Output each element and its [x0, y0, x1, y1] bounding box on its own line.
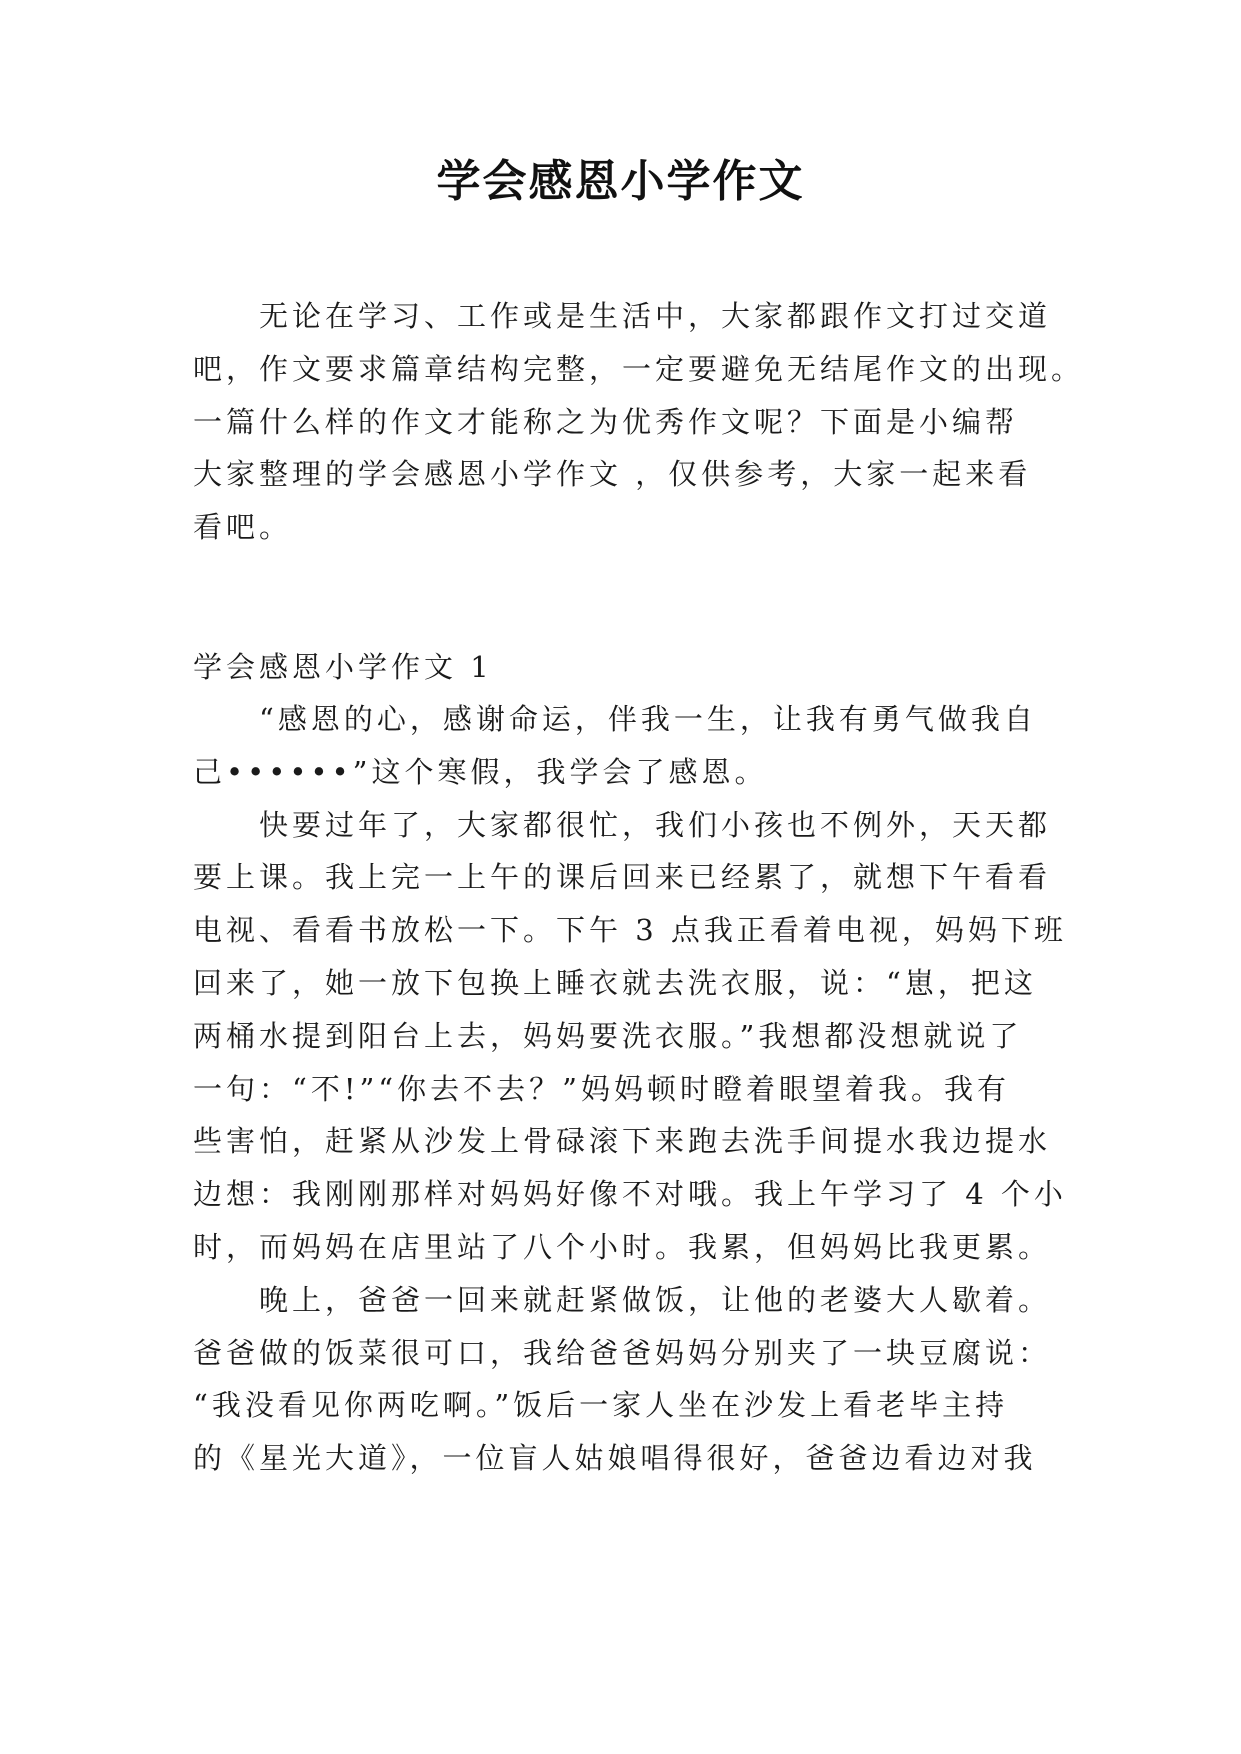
- document-title: 学会感恩小学作文: [436, 156, 805, 207]
- essay-line: 些害怕，赶紧从沙发上骨碌滚下来跑去洗手间提水我边提水: [193, 1124, 1052, 1159]
- essay-line: 一句：“不!”“你去不去？”妈妈顿时瞪着眼望着我。我有: [193, 1071, 1010, 1106]
- intro-line: 看吧。: [193, 510, 293, 545]
- essay-line: 快要过年了，大家都很忙，我们小孩也不例外，天天都: [193, 807, 1052, 842]
- essay-line: “我没看见你两吃啊。”饭后一家人坐在沙发上看老毕主持: [193, 1388, 1009, 1423]
- essay-line: 己••••••”这个寒假，我学会了感恩。: [193, 754, 768, 789]
- intro-line: 一篇什么样的作文才能称之为优秀作文呢？下面是小编帮: [193, 404, 1019, 439]
- essay-line: 要上课。我上完一上午的课后回来已经累了，就想下午看看: [193, 860, 1052, 895]
- essay-line: 时，而妈妈在店里站了八个小时。我累，但妈妈比我更累。: [193, 1229, 1052, 1264]
- essay-line: 两桶水提到阳台上去，妈妈要洗衣服。”我想都没想就说了: [193, 1018, 1023, 1053]
- essay-line: 电视、看看书放松一下。下午 3 点我正看着电视，妈妈下班: [193, 913, 1067, 948]
- essay-heading: 学会感恩小学作文 1: [193, 650, 493, 684]
- intro-paragraph: [193, 290, 1085, 554]
- essay-line: 的《星光大道》，一位盲人姑娘唱得很好，爸爸边看边对我: [193, 1441, 1037, 1476]
- intro-line: 大家整理的学会感恩小学作文 ，仅供参考，大家一起来看: [193, 457, 1032, 492]
- essay-line: 回来了，她一放下包换上睡衣就去洗衣服，说：“崽，把这: [193, 965, 1037, 1000]
- essay-body: [193, 693, 1067, 1485]
- essay-line: “感恩的心，感谢命运，伴我一生，让我有勇气做我自: [193, 702, 1037, 736]
- intro-line: 无论在学习、工作或是生活中，大家都跟作文打过交道: [193, 299, 1052, 333]
- essay-line: 晚上，爸爸一回来就赶紧做饭，让他的老婆大人歇着。: [193, 1282, 1052, 1317]
- essay-line: 爸爸做的饭菜很可口，我给爸爸妈妈分别夹了一块豆腐说：: [193, 1335, 1052, 1370]
- essay-line: 边想：我刚刚那样对妈妈好像不对哦。我上午学习了 4 个小: [193, 1177, 1067, 1212]
- intro-line: 吧，作文要求篇章结构完整，一定要避免无结尾作文的出现。: [193, 351, 1085, 386]
